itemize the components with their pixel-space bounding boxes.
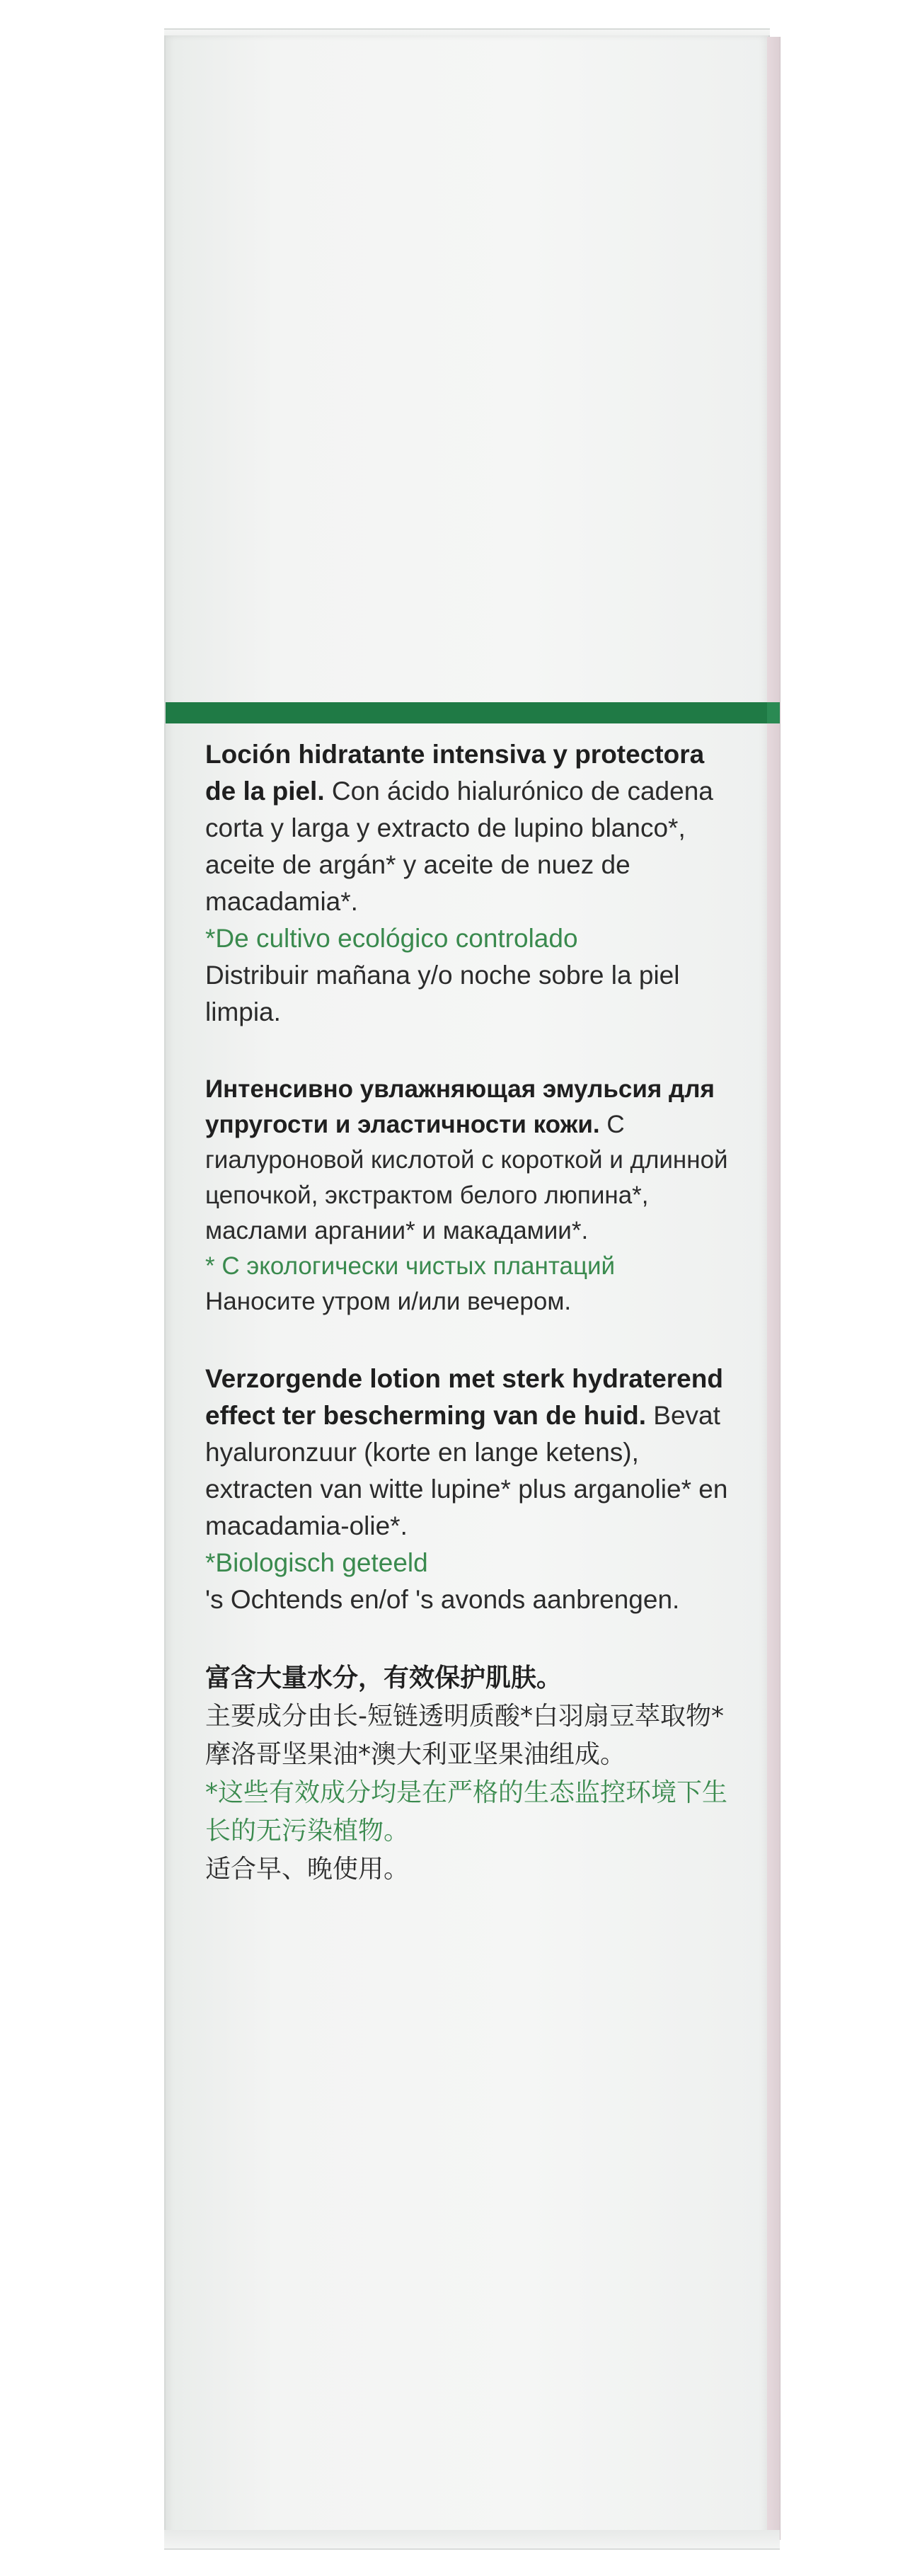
chinese-headline: 富含大量水分，有效保护肌肤。 (205, 1664, 563, 1693)
dutch-headline: Verzorgende lotion met sterk hydraterend effect ter bescherming van de huid. (205, 1364, 723, 1430)
dutch-body: Bevat hyaluronzuur (korte en lange ketens), extracten van witte lupine* plus arganolie* en macadamia-olie*. (205, 1401, 728, 1540)
green-stripe (166, 702, 780, 723)
spanish-usage: Distribuir mañana y/o noche sobre la piel limpia. (205, 961, 680, 1026)
description-dutch (205, 1361, 729, 1618)
spanish-headline: Loción hidratante intensiva y protectora de la piel. (205, 740, 705, 806)
russian-usage: Наносите утром и/или вечером. (205, 1288, 572, 1315)
product-description (205, 736, 729, 1930)
russian-body: С гиалуроновой кислотой с короткой и длинной цепочкой, экстрактом белого люпина*, маслами аргании* и макадамии*. (205, 1111, 728, 1244)
description-russian (205, 1072, 729, 1320)
chinese-note: *这些有效成分均是在严格的生态监控环境下生长的无污染植物。 (205, 1778, 728, 1845)
russian-headline: Интенсивно увлажняющая эмульсия для упругости и эластичности кожи. (205, 1075, 715, 1138)
box-bottom-edge (164, 2530, 780, 2550)
description-chinese (205, 1659, 729, 1889)
box-right-edge (767, 37, 781, 2540)
description-spanish (205, 736, 729, 1031)
dutch-note: *Biologisch geteeld (205, 1548, 428, 1577)
spanish-note: *De cultivo ecológico controlado (205, 924, 578, 953)
spanish-body: Con ácido hialurónico de cadena corta y larga y extracto de lupino blanco*, aceite de argán* y aceite de nuez de macadamia*. (205, 777, 713, 916)
chinese-body: 主要成分由长-短链透明质酸*白羽扇豆萃取物*摩洛哥坚果油*澳大利亚坚果油组成。 (205, 1702, 724, 1769)
russian-note: * С экологически чистых плантаций (205, 1252, 616, 1280)
dutch-usage: 's Ochtends en/of 's avonds aanbrengen. (205, 1585, 680, 1614)
green-stripe-edge (767, 702, 780, 723)
chinese-usage: 适合早、晚使用。 (205, 1855, 410, 1884)
